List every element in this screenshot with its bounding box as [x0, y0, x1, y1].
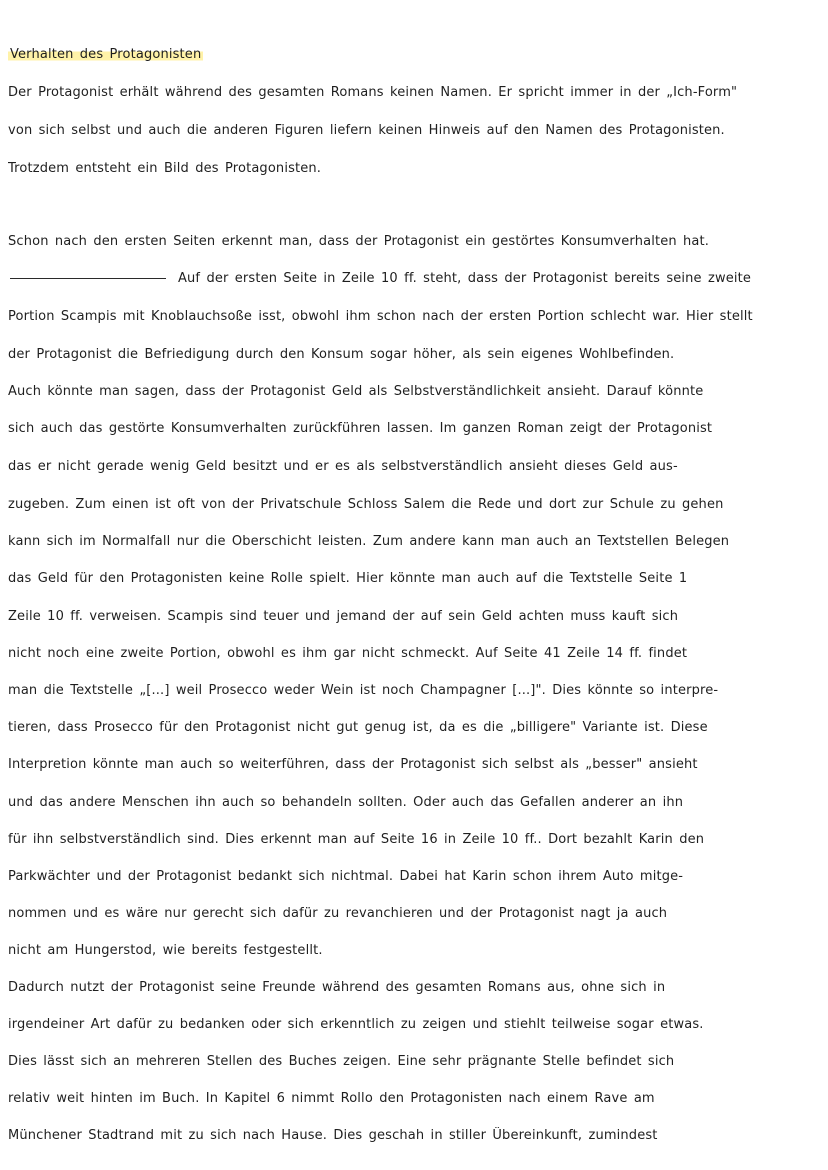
text-line: Interpretion könnte man auch so weiterführen, dass der Protagonist sich selbst als „besser" ansieht [8, 757, 698, 772]
text-line: Schon nach den ersten Seiten erkennt man, dass der Protagonist ein gestörtes Konsumverhalten hat. [8, 234, 710, 249]
text-line: zugeben. Zum einen ist oft von der Privatschule Schloss Salem die Rede und dort zur Schule zu gehen [8, 497, 724, 512]
page-heading: Verhalten des Protagonisten [10, 47, 202, 62]
text-line: für ihn selbstverständlich sind. Dies erkennt man auf Seite 16 in Zeile 10 ff.. Dort bezahlt Karin den [8, 832, 705, 847]
underline-stroke [10, 278, 166, 279]
text-line: von sich selbst und auch die anderen Figuren liefern keinen Hinweis auf den Namen des Protagonisten. [8, 123, 725, 138]
heading-line [8, 46, 820, 64]
text-line: nommen und es wäre nur gerecht sich dafür zu revanchieren und der Protagonist nagt ja auch [8, 906, 668, 921]
text-line: man die Textstelle „[...] weil Prosecco weder Wein ist noch Champagner [...]". Dies könnte so interpre- [8, 683, 719, 698]
text-line: irgendeiner Art dafür zu bedanken oder sich erkenntlich zu zeigen und stiehlt teilweise sogar etwas. [8, 1017, 704, 1032]
text-line: das Geld für den Protagonisten keine Rolle spielt. Hier könnte man auch auf die Textstelle Seite 1 [8, 571, 688, 586]
text-line: Portion Scampis mit Knoblauchsoße isst, obwohl ihm schon nach der ersten Portion schlecht war. Hier stellt [8, 309, 753, 324]
text-line: Trotzdem entsteht ein Bild des Protagonisten. [8, 161, 322, 176]
text-line: sich auch das gestörte Konsumverhalten zurückführen lassen. Im ganzen Roman zeigt der Protagonist [8, 421, 713, 436]
text-line: Dies lässt sich an mehreren Stellen des Buches zeigen. Eine sehr prägnante Stelle befindet sich [8, 1054, 675, 1069]
text-line: relativ weit hinten im Buch. In Kapitel 6 nimmt Rollo den Protagonisten nach einem Rave am [8, 1091, 655, 1106]
text-line: nicht noch eine zweite Portion, obwohl es ihm gar nicht schmeckt. Auf Seite 41 Zeile 14 ff. findet [8, 646, 688, 661]
text-line: Der Protagonist erhält während des gesamten Romans keinen Namen. Er spricht immer in der „Ich-Form" [8, 85, 738, 100]
text-line: das er nicht gerade wenig Geld besitzt und er es als selbstverständlich ansieht dieses Geld aus- [8, 459, 678, 474]
text-line: der Protagonist die Befriedigung durch den Konsum sogar höher, als sein eigenes Wohlbefinden. [8, 347, 675, 362]
text-line: Münchener Stadtrand mit zu sich nach Hause. Dies geschah in stiller Übereinkunft, zumindest [8, 1128, 658, 1143]
text-line: nicht am Hungerstod, wie bereits festgestellt. [8, 943, 323, 958]
text-line: Auch könnte man sagen, dass der Protagonist Geld als Selbstverständlichkeit ansieht. Darauf könnte [8, 384, 704, 399]
text-line: kann sich im Normalfall nur die Oberschicht leisten. Zum andere kann man auch an Textstellen Belegen [8, 534, 730, 549]
text-line: Parkwächter und der Protagonist bedankt sich nichtmal. Dabei hat Karin schon ihrem Auto mitge- [8, 869, 684, 884]
text-line: Zeile 10 ff. verweisen. Scampis sind teuer und jemand der auf sein Geld achten muss kauft sich [8, 609, 679, 624]
text-line: Dadurch nutzt der Protagonist seine Freunde während des gesamten Romans aus, ohne sich in [8, 980, 666, 995]
text-line: tieren, dass Prosecco für den Protagonist nicht gut genug ist, da es die „billigere" Variante ist. Diese [8, 720, 708, 735]
text-line: Auf der ersten Seite in Zeile 10 ff. steht, dass der Protagonist bereits seine zweite [178, 271, 752, 286]
text-line: und das andere Menschen ihn auch so behandeln sollten. Oder auch das Gefallen anderer an ihn [8, 795, 684, 810]
